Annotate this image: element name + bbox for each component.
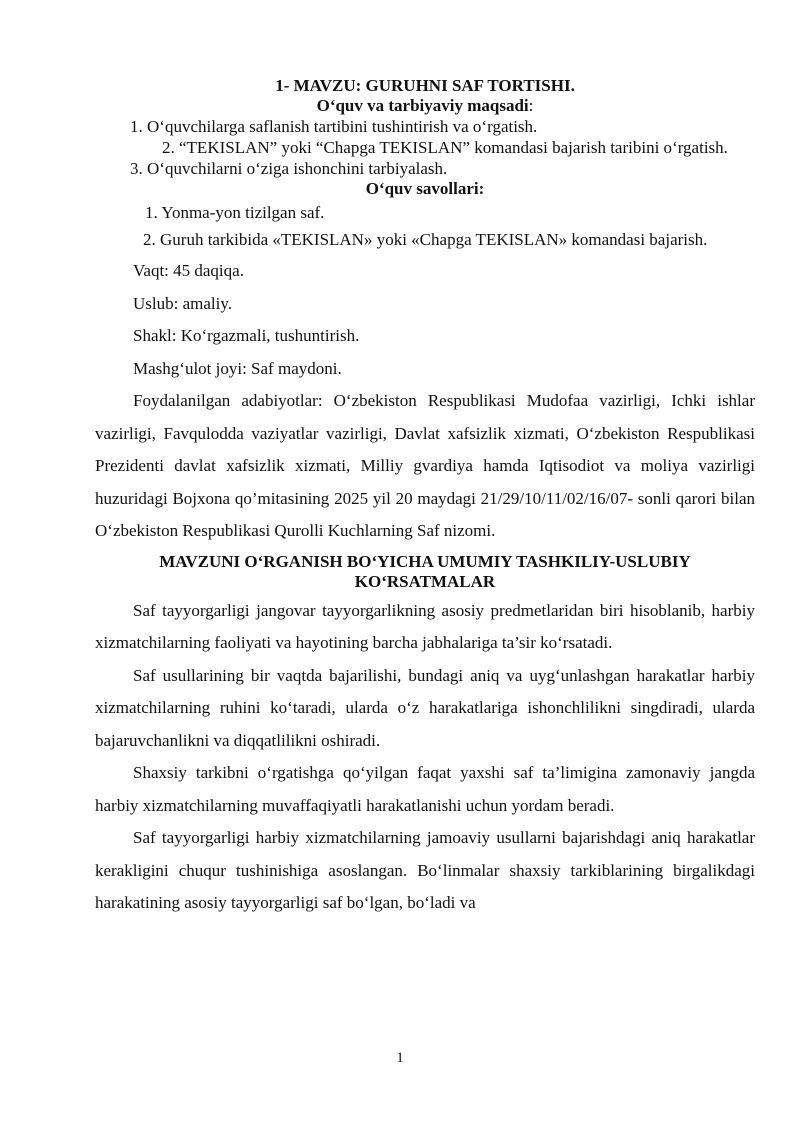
objectives-heading-colon: :: [528, 96, 534, 115]
objectives-heading: [95, 96, 755, 116]
body-paragraph: Saf tayyorgarligi jangovar tayyorgarlikning asosiy predmetlaridan biri hisoblanib, harbiy xizmatchilarning faoliyati va hayotining barcha jabhalariga ta’sir ko‘rsatadi.: [95, 600, 755, 652]
question-item: 1. Yonma-yon tizilgan saf.: [145, 203, 325, 222]
page-number: 1: [396, 1050, 404, 1066]
body-paragraph: Saf usullarining bir vaqtda bajarilishi, bundagi aniq va uyg‘unlashgan harakatlar harbiy xizmatchilarning ruhini ko‘taradi, ularda o‘z harakatlariga ishonchlilikni singdiradi, ularda bajaruvchanlikni va diqqatlilikni oshiradi.: [95, 665, 755, 750]
objective-item: 1. O‘quvchilarga saflanish tartibini tushintirish va o‘rgatish.: [130, 117, 538, 136]
question-item: 2. Guruh tarkibida «TEKISLAN» yoki «Chapga TEKISLAN» komandasi bajarish.: [143, 230, 708, 249]
questions-heading: O‘quv savollari:: [365, 179, 485, 198]
literature-paragraph: Foydalanilgan adabiyotlar: O‘zbekiston Respublikasi Mudofaa vazirligi, Ichki ishlar vazirligi, Favqulodda vaziyatlar vazirligi, Davlat xafsizlik xizmati, O‘zbekiston Respublikasi Prezidenti davlat xafsizlik xizmati, Milliy gvardiya hamda Iqtisodiot va moliya vazirligi huzuridagi Bojxona qo’mitasining 2025 yil 20 maydagi 21/29/10/11/02/16/07- sonli qarori bilan O‘zbekiston Respublikasi Qurolli Kuchlarning Saf nizomi.: [95, 391, 755, 540]
body-paragraph: Shaxsiy tarkibni o‘rgatishga qo‘yilgan faqat yaxshi saf ta’limigina zamonaviy jangda harbiy xizmatchilarning muvaffaqiyatli harakatlanishi uchun yordam beradi.: [95, 763, 755, 815]
document-page: [95, 76, 755, 920]
objectives-heading-text: O‘quv va tarbiyaviy maqsadi: [316, 96, 529, 115]
objective-item: 2. “TEKISLAN” yoki “Chapga TEKISLAN” komandasi bajarish taribini o‘rgatish.: [162, 138, 728, 157]
meta-line: Mashg‘ulot joyi: Saf maydoni.: [133, 358, 342, 378]
body-paragraph: Saf tayyorgarligi harbiy xizmatchilarning jamoaviy usullarni bajarishdagi aniq harakatlar kerakligini chuqur tushinishiga asoslangan. Bo‘linmalar shaxsiy tarkiblarining birgalikdagi harakatining asosiy tayyorgarligi saf bo‘lgan, bo‘ladi va: [95, 828, 755, 912]
objective-item: 3. O‘quvchilarni o‘ziga ishonchini tarbiyalash.: [130, 159, 448, 178]
meta-line: Shakl: Ko‘rgazmali, tushuntirish.: [133, 326, 360, 345]
meta-line: Vaqt: 45 daqiqa.: [133, 261, 244, 280]
document-title: 1- MAVZU: GURUHNI SAF TORTISHI.: [275, 76, 575, 95]
section-heading: MAVZUNI O‘RGANISH BO‘YICHA UMUMIY TASHKILIY-USLUBIY KO‘RSATMALAR: [159, 551, 691, 591]
meta-line: Uslub: amaliy.: [133, 293, 232, 313]
